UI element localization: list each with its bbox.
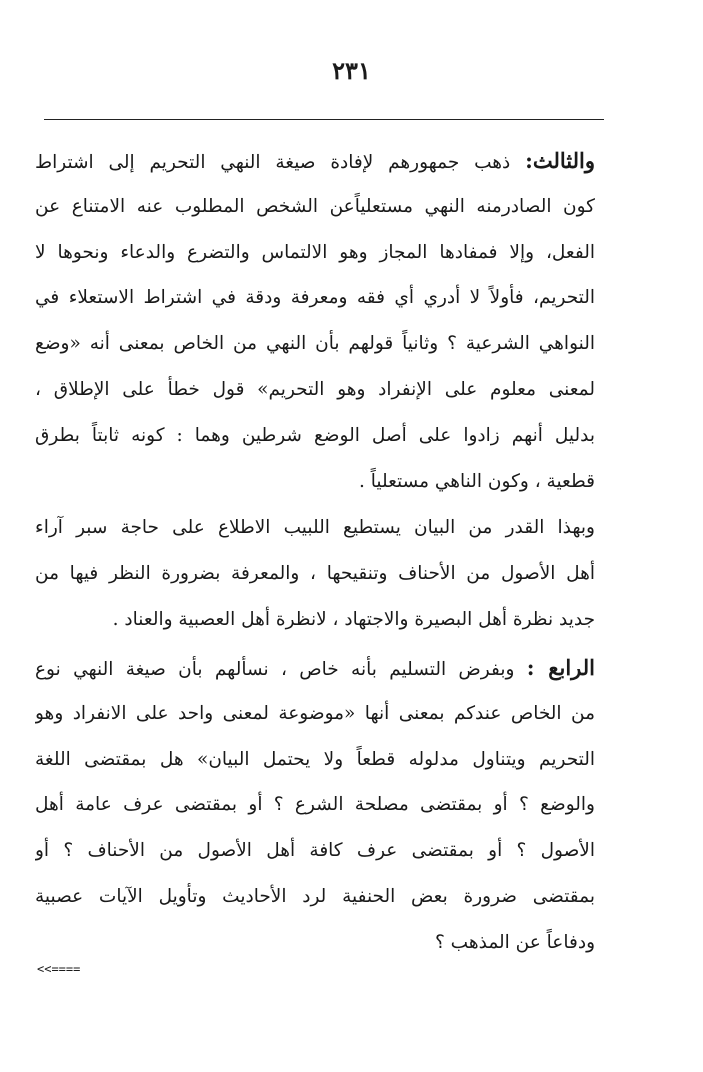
text-line: جديد نظرة أهل البصيرة والاجتهاد ، لانظرة أهل العصبية والعناد . [112, 608, 595, 630]
text-line-content: ذهب جمهورهم لإفادة صيغة النهي التحريم إلى اشتراط [35, 152, 511, 173]
text-line: لمعنى معلوم على الإنفراد وهو التحريم» قول خطأ على الإطلاق ، [35, 378, 595, 400]
text-line: والوضع ؟ أو بمقتضى مصلحة الشرع ؟ أو بمقتضى عرف عامة أهل [35, 794, 595, 816]
text-line: ودفاعاً عن المذهب ؟ [434, 931, 595, 953]
text-line: التحريم ويتناول مدلوله قطعاً ولا يحتمل البيان» هل بمقتضى اللغة [35, 748, 595, 770]
text-line: من الخاص عندكم بمعنى أنها «موضوعة لمعنى واحد على الانفراد وهو [35, 702, 595, 724]
text-line [35, 645, 595, 691]
continuation-marker: <<==== [37, 962, 81, 976]
text-line: كون الصادرمنه النهي مستعلياًعن الشخص المطلوب عنه الامتناع عن [35, 195, 595, 217]
text-line: الفعل، وإلا فمفادها المجاز وهو الالتماس والتضرع والدعاء ونحوها لا [35, 241, 595, 263]
text-line [35, 138, 595, 184]
page-number: ٢٣١ [332, 56, 371, 85]
paragraph-lead-word: الرابع : [526, 655, 595, 680]
text-line: وبهذا القدر من البيان يستطيع اللبيب الاطلاع على حاجة سبر آراء [35, 517, 595, 538]
text-line: بمقتضى ضرورة بعض الحنفية لرد الأحاديث وتأويل الآيات عصبية [35, 885, 595, 907]
text-line: أهل الأصول من الأحناف وتنقيحها ، والمعرفة بضرورة النظر فيها من [35, 562, 595, 584]
header-rule [44, 119, 604, 120]
paragraph-third-point [35, 138, 595, 504]
text-line: بدليل أنهم زادوا على أصل الوضع شرطين وهما : كونه ثابتاً بطرق [35, 424, 595, 446]
text-line: التحريم، فأولاً لا أدري أي فقه ومعرفة ودقة في اشتراط الاستعلاء في [35, 287, 595, 309]
text-line: النواهي الشرعية ؟ وثانياً قولهم بأن النهي من الخاص بمعنى أنه «وضع [35, 333, 595, 355]
text-line: الأصول ؟ أو بمقتضى عرف كافة أهل الأصول من الأحناف ؟ أو [35, 840, 595, 862]
paragraph-fourth-point [35, 645, 595, 966]
text-line: قطعية ، وكون الناهي مستعلياً . [358, 470, 595, 492]
paragraph-summary [35, 505, 595, 642]
paragraph-lead-word: والثالث: [525, 148, 595, 173]
text-line-content: وبفرض التسليم بأنه خاص ، نسألهم بأن صيغة النهي نوع [35, 659, 515, 680]
